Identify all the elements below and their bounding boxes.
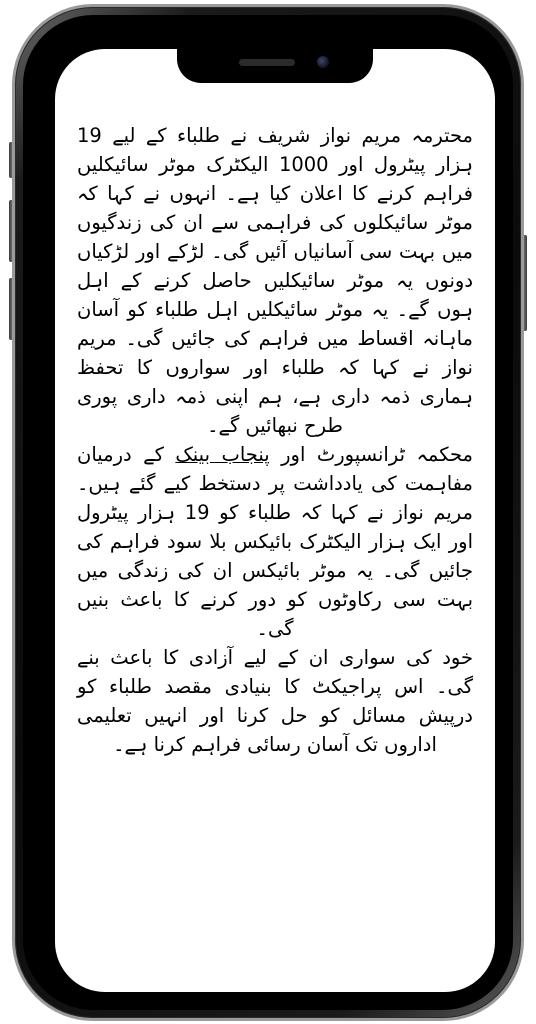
phone-frame <box>15 7 521 1018</box>
phone-bezel <box>23 15 513 1010</box>
bank-name-underlined: پنجاب بینک <box>175 443 270 466</box>
article-paragraph-3: خود کی سواری ان کے لیے آزادی کا باعث بنے گی۔ اس پراجیکٹ کا بنیادی مقصد طلباء کو درپیش مسائل کو حل کرنا اور انہیں تعلیمی اداروں تک آسان رسائی فراہم کرنا ہے۔ <box>77 646 473 756</box>
article-paragraph-1: محترمہ مریم نواز شریف نے طلباء کے لیے 19 ہزار پیٹرول اور 1000 الیکٹرک موٹر سائیکلیں فراہم کرنے کا اعلان کیا ہے۔ انہوں نے کہا کہ موٹر سائیکلوں کی فراہمی سے ان کی زندگیوں میں بہت سی آسانیاں آئیں گی۔ لڑکے اور لڑکیاں دونوں یہ موٹر سائیکلیں حاصل کرنے کے اہل ہوں گے۔ یہ موٹر سائیکلیں اہل طلباء کو آسان ماہانہ اقساط میں فراہم کی جائیں گی۔ مریم نواز نے کہا کہ طلباء اور سواروں کا تحفظ ہماری ذمہ داری ہے، ہم اپنی ذمہ داری پوری طرح نبھائیں گے۔ <box>77 124 473 437</box>
paragraph-2-text-start: محکمہ ٹرانسپورٹ اور <box>269 443 473 466</box>
notch <box>177 49 373 83</box>
front-camera-icon <box>317 56 329 68</box>
article-paragraph-2 <box>77 440 473 643</box>
paragraph-2-text-end: کے درمیان مفاہمت کی یادداشت پر دستخط کیے گئے ہیں۔ مریم نواز نے کہا کہ طلباء کو 19 ہزار پیٹرول اور ایک ہزار الیکٹرک بائیکس بلا سود فراہم کی جائیں گی۔ یہ موٹر بائیکس ان کی زندگی میں بہت سی رکاوٹوں کو دور کرنے کا باعث بنیں گی۔ <box>77 443 473 640</box>
phone-screen <box>55 49 495 992</box>
article-text <box>77 121 473 759</box>
speaker-grille <box>239 59 295 66</box>
